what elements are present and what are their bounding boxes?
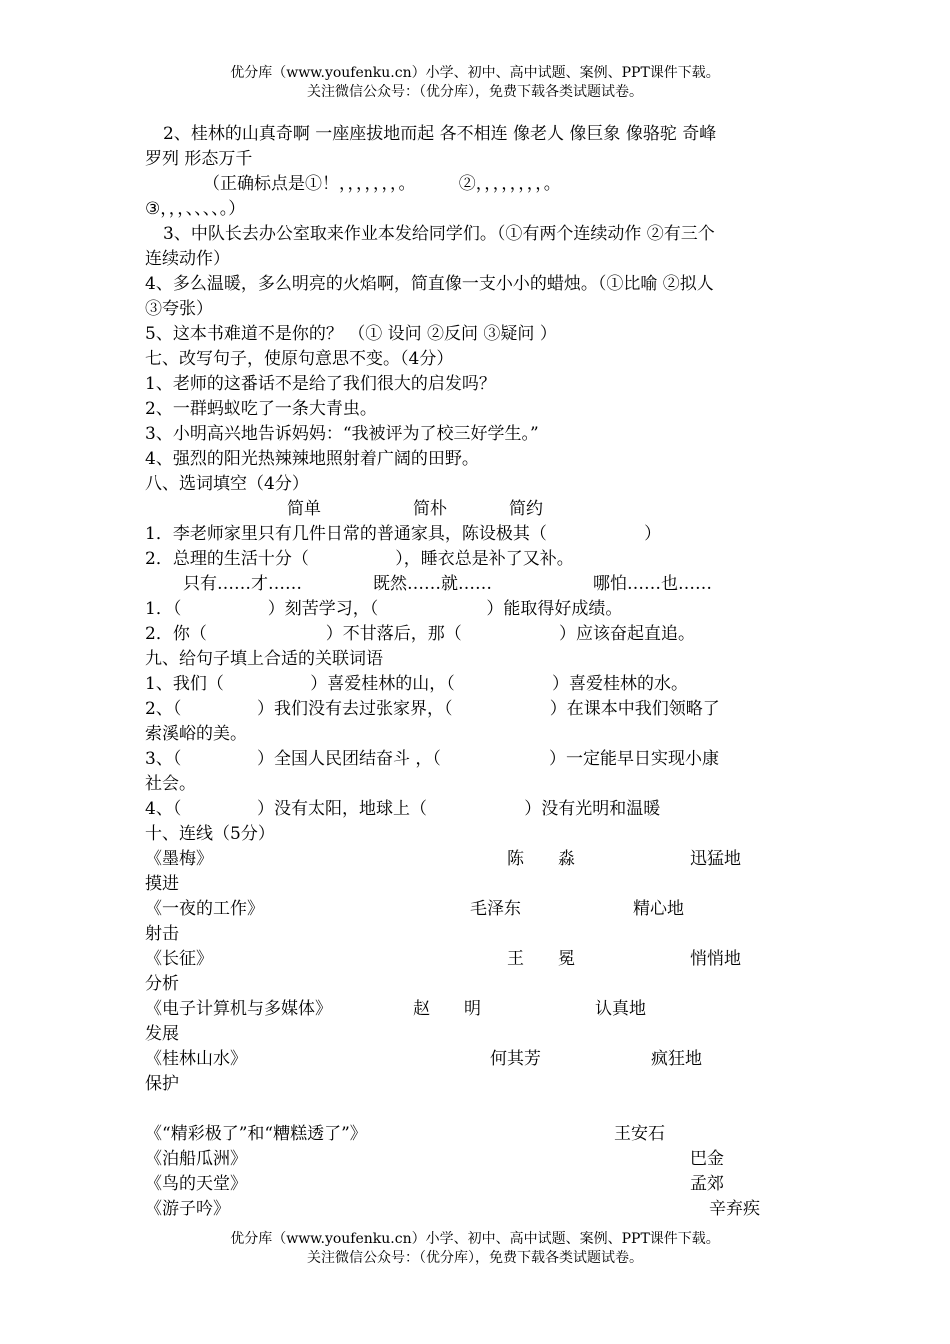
adverb-word: 疯狂地	[651, 1049, 702, 1069]
header-line-1: 优分库（www.youfenku.cn）小学、初中、高中试题、案例、PPT课件下载。	[230, 65, 720, 81]
book-title: 《长征》	[145, 949, 213, 969]
page-header	[0, 64, 950, 102]
matching-row	[145, 997, 805, 1022]
q2-line-b: 罗列 形态万千	[145, 149, 253, 169]
word-option: 简朴	[413, 499, 447, 519]
matching-row-2	[145, 1147, 805, 1172]
verb-word: 发展	[145, 1024, 179, 1044]
matching-row	[145, 897, 805, 922]
section8-sentence-4: 2．你（ ）不甘落后，那（ ）应该奋起直追。	[145, 624, 695, 644]
adverb-word: 精心地	[633, 899, 684, 919]
matching-row	[145, 847, 805, 872]
q2-line-d: ③，，，、、、、。）	[145, 199, 246, 219]
book-title: 《桂林山水》	[145, 1049, 247, 1069]
section7-item: 1、老师的这番话不是给了我们很大的启发吗？	[145, 374, 496, 394]
section8-sentence-3: 1．（ ）刻苦学习，（ ）能取得好成绩。	[145, 599, 623, 619]
word-options	[145, 497, 805, 522]
author-name: 王 冕	[507, 949, 575, 969]
author-name: 孟郊	[690, 1174, 724, 1194]
book-title: 《电子计算机与多媒体》	[145, 999, 332, 1019]
footer-line-1: 优分库（www.youfenku.cn）小学、初中、高中试题、案例、PPT课件下载。	[230, 1231, 720, 1247]
section10-title: 十、连线（5分）	[145, 824, 275, 844]
section9-q1: 1、我们（ ）喜爱桂林的山，（ ）喜爱桂林的水。	[145, 674, 689, 694]
q2-line-c: （正确标点是①！，，，，，，，。 ②，，，，，，，，。	[203, 174, 561, 194]
matching-row-2	[145, 1122, 805, 1147]
exam-content	[145, 122, 805, 1222]
section7-item: 2、一群蚂蚁吃了一条大青虫。	[145, 399, 377, 419]
book-title: 《“精彩极了”和“糟糕透了”》	[145, 1124, 367, 1144]
q3-line-a: 3、中队长去办公室取来作业本发给同学们。（①有两个连续动作 ②有三个	[163, 224, 715, 244]
blank-line	[145, 1097, 805, 1122]
matching-row	[145, 947, 805, 972]
section8-sentence-1: 1．李老师家里只有几件日常的普通家具，陈设极其（ ）	[145, 524, 662, 544]
section9-title: 九、给句子填上合适的关联词语	[145, 649, 383, 669]
q4-line-a: 4、多么温暖，多么明亮的火焰啊，简直像一支小小的蜡烛。（①比喻 ②拟人	[145, 274, 714, 294]
section9-q2-b: 索溪峪的美。	[145, 724, 247, 744]
section9-q2-a: 2、（ ）我们没有去过张家界，（ ）在课本中我们领略了	[145, 699, 720, 719]
adverb-word: 悄悄地	[690, 949, 741, 969]
section7-item: 4、强烈的阳光热辣辣地照射着广阔的田野。	[145, 449, 479, 469]
book-title: 《墨梅》	[145, 849, 213, 869]
word-option: 简单	[287, 499, 321, 519]
author-name: 陈 淼	[507, 849, 575, 869]
section9-q4: 4、（ ）没有太阳，地球上（ ）没有光明和温暖	[145, 799, 661, 819]
matching-row-2	[145, 1197, 805, 1222]
author-name: 王安石	[614, 1124, 665, 1144]
matching-row	[145, 1047, 805, 1072]
verb-word: 摸进	[145, 874, 179, 894]
section7-title: 七、改写句子，使原句意思不变。（4分）	[145, 349, 454, 369]
book-title: 《鸟的天堂》	[145, 1174, 247, 1194]
author-name: 巴金	[690, 1149, 724, 1169]
verb-word: 分析	[145, 974, 179, 994]
q2-line-a: 2、桂林的山真奇啊 一座座拔地而起 各不相连 像老人 像巨象 像骆驼 奇峰	[163, 124, 717, 144]
book-title: 《一夜的工作》	[145, 899, 264, 919]
matching-row-2	[145, 1172, 805, 1197]
section8-title: 八、选词填空（4分）	[145, 474, 309, 494]
book-title: 《泊船瓜洲》	[145, 1149, 247, 1169]
page-footer	[0, 1230, 950, 1268]
author-name: 毛泽东	[470, 899, 521, 919]
section9-q3-a: 3、（ ）全国人民团结奋斗 ，（ ）一定能早日实现小康	[145, 749, 719, 769]
connective-option: 只有……才……	[183, 574, 302, 594]
section9-q3-b: 社会。	[145, 774, 196, 794]
author-name: 赵 明	[413, 999, 481, 1019]
connective-option: 既然……就……	[373, 574, 492, 594]
adverb-word: 迅猛地	[690, 849, 741, 869]
author-name: 何其芳	[490, 1049, 541, 1069]
header-line-2: 关注微信公众号：（优分库），免费下载各类试题试卷。	[307, 84, 643, 100]
author-name: 辛弃疾	[709, 1199, 760, 1219]
book-title: 《游子吟》	[145, 1199, 230, 1219]
q5-line: 5、这本书难道不是你的？ （① 设问 ②反问 ③疑问 ）	[145, 324, 557, 344]
connective-option: 哪怕……也……	[593, 574, 712, 594]
connective-options	[145, 572, 805, 597]
section8-sentence-2: 2．总理的生活十分（ ），睡衣总是补了又补。	[145, 549, 574, 569]
word-option: 简约	[509, 499, 543, 519]
verb-word: 保护	[145, 1074, 179, 1094]
adverb-word: 认真地	[595, 999, 646, 1019]
section7-item: 3、小明高兴地告诉妈妈：“我被评为了校三好学生。”	[145, 424, 539, 444]
q3-line-b: 连续动作）	[145, 249, 230, 269]
verb-word: 射击	[145, 924, 179, 944]
footer-line-2: 关注微信公众号：（优分库），免费下载各类试题试卷。	[307, 1250, 643, 1266]
q4-line-b: ③夸张）	[145, 299, 213, 319]
